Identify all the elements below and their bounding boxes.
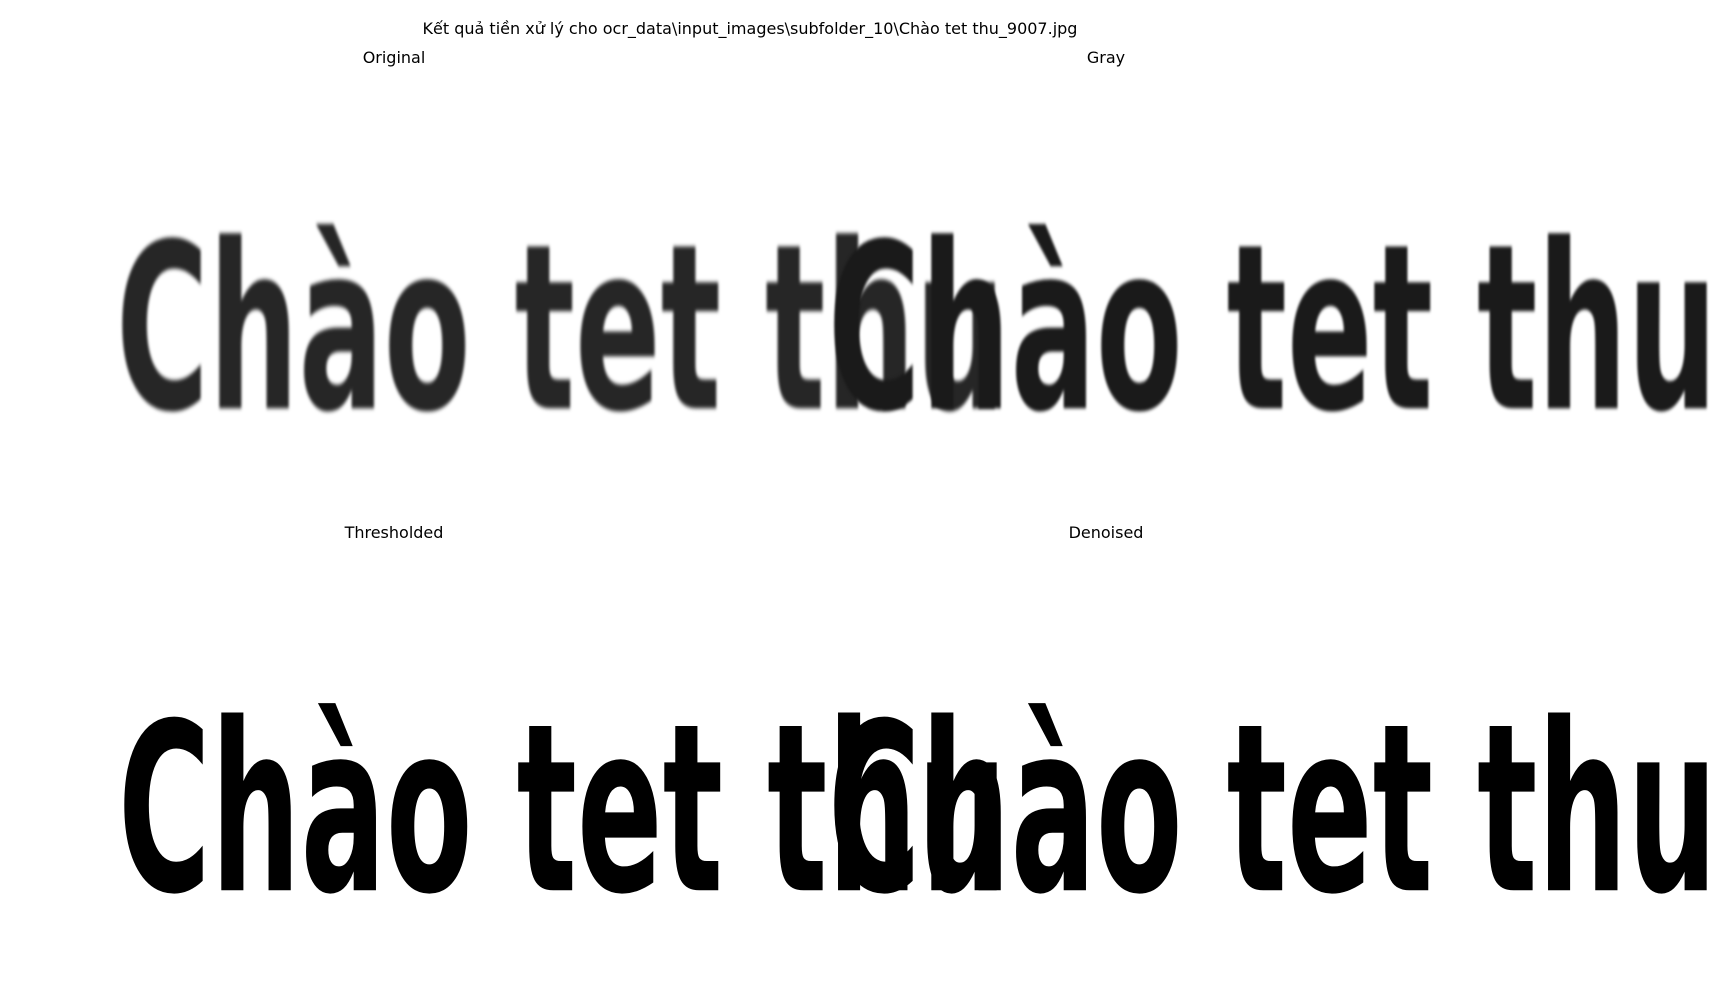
panel-gray-image: [812, 175, 1717, 515]
panel-original-image: [100, 175, 1006, 515]
ocr-text-thresholded: Chào tet thu: [118, 674, 1008, 947]
panel-title-denoised: Denoised: [1068, 523, 1144, 542]
panel-title-original: Original: [362, 48, 426, 67]
panel-thresholded-image: [100, 660, 1008, 960]
figure-suptitle: Kết quả tiền xử lý cho ocr_data\input_images\subfolder_10\Chào tet thu_9007.jpg: [422, 19, 1078, 38]
ocr-text-gray: Chào tet thu: [828, 195, 1717, 464]
ocr-text-denoised: Chào tet thu: [828, 674, 1717, 947]
panel-title-gray: Gray: [1086, 48, 1126, 67]
panel-denoised-image: [812, 660, 1717, 960]
ocr-text-original: Chào tet thu: [116, 195, 1006, 464]
panel-title-thresholded: Thresholded: [344, 523, 444, 542]
